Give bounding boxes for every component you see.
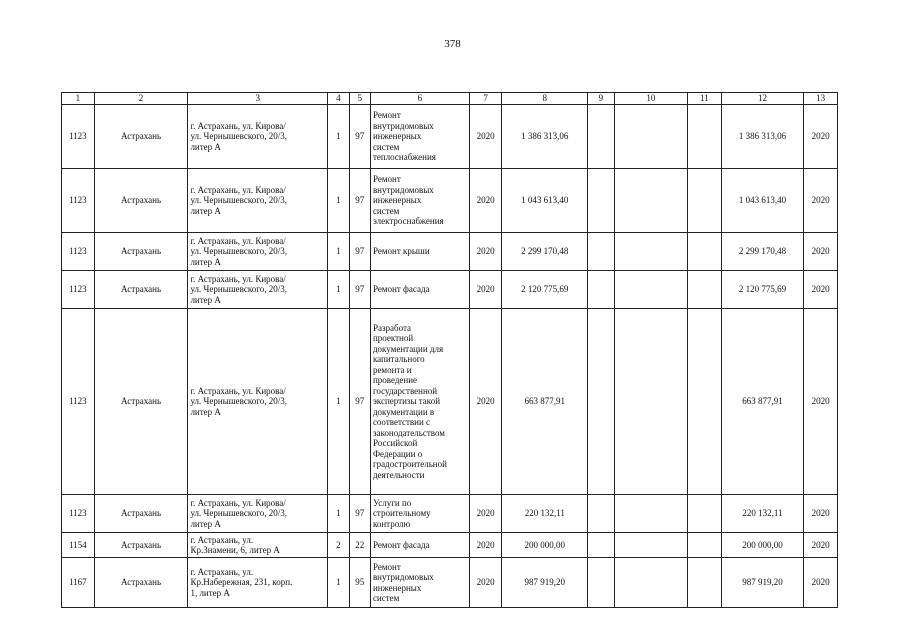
row-address-line: ул. Чернышевского, 20/3, [190, 284, 287, 295]
row-city: Астрахань [94, 558, 188, 608]
row-col4: 1 [328, 105, 349, 169]
row-col9 [588, 105, 615, 169]
row-address-line: г. Астрахань, ул. [190, 534, 254, 545]
row-work-type-line: инженерных [372, 131, 422, 142]
row-address [188, 309, 328, 495]
row-address [188, 105, 328, 169]
row-work-type [370, 309, 469, 495]
row-address-line: литер А [190, 205, 221, 216]
row-col11 [688, 169, 722, 233]
row-work-type-line: контролю [372, 518, 411, 529]
row-end-year: 2020 [804, 271, 838, 309]
row-amount: 1 043 613,40 [502, 169, 588, 233]
row-address-line: г. Астрахань, ул. Кирова/ [190, 497, 286, 508]
row-work-type-line: проектной [372, 333, 414, 344]
row-city: Астрахань [94, 271, 188, 309]
row-work-type [370, 558, 469, 608]
row-col10 [614, 169, 687, 233]
row-end-year: 2020 [804, 558, 838, 608]
row-col5: 97 [349, 309, 370, 495]
row-work-type-line: систем [372, 205, 400, 216]
table-row [62, 495, 838, 533]
row-col10 [614, 271, 687, 309]
row-col10 [614, 233, 687, 271]
row-col10 [614, 309, 687, 495]
row-city: Астрахань [94, 233, 188, 271]
row-total: 1 043 613,40 [721, 169, 804, 233]
row-address-line: г. Астрахань, ул. Кирова/ [190, 120, 286, 131]
row-address-line: литер А [190, 141, 221, 152]
row-code: 1123 [62, 271, 95, 309]
row-city: Астрахань [94, 495, 188, 533]
row-amount: 200 000,00 [502, 533, 588, 558]
row-address-line: г. Астрахань, ул. Кирова/ [190, 235, 286, 246]
row-col4: 1 [328, 233, 349, 271]
row-amount: 663 877,91 [502, 309, 588, 495]
row-year: 2020 [469, 105, 502, 169]
row-col11 [688, 533, 722, 558]
column-header: 1 [62, 93, 95, 105]
row-end-year: 2020 [804, 105, 838, 169]
row-col11 [688, 309, 722, 495]
row-col9 [588, 495, 615, 533]
row-col9 [588, 271, 615, 309]
page-number: 378 [444, 38, 461, 50]
row-work-type-line: инженерных [372, 582, 422, 593]
row-col11 [688, 105, 722, 169]
row-work-type-line: градостроительной [372, 459, 447, 470]
row-address [188, 169, 328, 233]
column-header: 2 [94, 93, 188, 105]
column-header: 13 [804, 93, 838, 105]
row-work-type-line: инженерных [372, 195, 422, 206]
row-address-line: г. Астрахань, ул. [190, 566, 254, 577]
table-row [62, 169, 838, 233]
row-work-type [370, 495, 469, 533]
row-col10 [614, 105, 687, 169]
row-address [188, 533, 328, 558]
row-work-type [370, 169, 469, 233]
row-address-line: литер А [190, 406, 221, 417]
row-address-line: ул. Чернышевского, 20/3, [190, 396, 287, 407]
row-end-year: 2020 [804, 233, 838, 271]
row-work-type-line: внутридомовых [372, 572, 434, 582]
row-work-type-line: Разработа [372, 322, 411, 333]
column-header: 9 [588, 93, 615, 105]
data-table [61, 92, 838, 608]
row-address-line: литер А [190, 294, 221, 305]
row-work-type-line: внутридомовых [372, 120, 434, 131]
row-city: Астрахань [94, 169, 188, 233]
row-amount: 220 132,11 [502, 495, 588, 533]
row-work-type-line: Ремонт [372, 110, 401, 121]
row-col5: 22 [349, 533, 370, 558]
row-col10 [614, 533, 687, 558]
row-col11 [688, 495, 722, 533]
row-address-line: г. Астрахань, ул. Кирова/ [190, 273, 286, 284]
table-row [62, 558, 838, 608]
column-header: 11 [688, 93, 722, 105]
row-col9 [588, 169, 615, 233]
row-year: 2020 [469, 533, 502, 558]
row-address-line: г. Астрахань, ул. Кирова/ [190, 385, 286, 396]
row-col9 [588, 558, 615, 608]
row-work-type [370, 233, 469, 271]
row-end-year: 2020 [804, 495, 838, 533]
row-total: 2 120 775,69 [721, 271, 804, 309]
row-city: Астрахань [94, 309, 188, 495]
row-address-line: ул. Чернышевского, 20/3, [190, 246, 287, 257]
row-address-line: Кр.Знамени, 6, литер А [190, 545, 280, 555]
row-code: 1123 [62, 105, 95, 169]
row-year: 2020 [469, 233, 502, 271]
row-col5: 97 [349, 233, 370, 271]
row-work-type-line: Услуги по [372, 497, 412, 508]
row-col10 [614, 558, 687, 608]
table-row [62, 105, 838, 169]
table-row [62, 271, 838, 309]
row-col9 [588, 233, 615, 271]
row-address [188, 233, 328, 271]
row-address [188, 271, 328, 309]
row-total: 200 000,00 [721, 533, 804, 558]
row-work-type-line: Ремонт крыши [372, 246, 430, 257]
row-code: 1123 [62, 169, 95, 233]
row-address [188, 495, 328, 533]
row-work-type-line: законодательством [372, 427, 445, 438]
row-work-type-line: электроснабжения [372, 216, 444, 227]
row-col5: 97 [349, 495, 370, 533]
row-work-type-line: Ремонт фасада [372, 539, 430, 550]
row-work-type-line: Российской [372, 438, 418, 449]
row-city: Астрахань [94, 533, 188, 558]
row-year: 2020 [469, 495, 502, 533]
row-work-type-line: деятельности [372, 469, 425, 480]
row-year: 2020 [469, 309, 502, 495]
row-total: 220 132,11 [721, 495, 804, 533]
row-address-line: ул. Чернышевского, 20/3, [190, 131, 287, 142]
row-work-type-line: теплоснабжения [372, 152, 436, 163]
row-work-type-line: внутридомовых [372, 184, 434, 195]
row-city: Астрахань [94, 105, 188, 169]
row-work-type [370, 105, 469, 169]
row-year: 2020 [469, 558, 502, 608]
row-end-year: 2020 [804, 533, 838, 558]
row-end-year: 2020 [804, 169, 838, 233]
row-amount: 2 120 775,69 [502, 271, 588, 309]
row-amount: 1 386 313,06 [502, 105, 588, 169]
column-header: 5 [349, 93, 370, 105]
column-header: 7 [469, 93, 502, 105]
row-col5: 97 [349, 105, 370, 169]
row-col4: 1 [328, 169, 349, 233]
row-col11 [688, 558, 722, 608]
row-col4: 1 [328, 495, 349, 533]
row-code: 1123 [62, 309, 95, 495]
row-work-type-line: экспертизы такой [372, 396, 441, 407]
row-work-type-line: документации в [372, 406, 435, 417]
row-work-type-line: ремонта и [372, 364, 412, 375]
row-code: 1167 [62, 558, 95, 608]
row-work-type [370, 533, 469, 558]
row-address-line: Кр.Набережная, 231, корп. [190, 577, 293, 588]
row-year: 2020 [469, 271, 502, 309]
row-work-type-line: систем [372, 593, 400, 603]
table-row [62, 233, 838, 271]
column-header: 4 [328, 93, 349, 105]
row-col5: 95 [349, 558, 370, 608]
row-address-line: г. Астрахань, ул. Кирова/ [190, 184, 286, 195]
row-address-line: литер А [190, 256, 221, 267]
row-work-type-line: документации для [372, 343, 444, 354]
column-header: 6 [370, 93, 469, 105]
table-row [62, 309, 838, 495]
row-col5: 97 [349, 271, 370, 309]
row-col4: 1 [328, 271, 349, 309]
row-address [188, 558, 328, 608]
row-work-type-line: проведение [372, 375, 418, 386]
row-work-type-line: строительному [372, 508, 431, 519]
row-col4: 2 [328, 533, 349, 558]
row-col9 [588, 533, 615, 558]
row-col4: 1 [328, 558, 349, 608]
row-col4: 1 [328, 309, 349, 495]
row-work-type-line: Ремонт фасада [372, 284, 430, 295]
row-work-type-line: Ремонт [372, 561, 401, 572]
row-work-type-line: соответствии с [372, 417, 431, 428]
row-address-line: литер А [190, 518, 221, 529]
row-end-year: 2020 [804, 309, 838, 495]
row-col11 [688, 233, 722, 271]
row-address-line: ул. Чернышевского, 20/3, [190, 195, 287, 206]
table-header-row [62, 93, 838, 105]
column-header: 12 [721, 93, 804, 105]
row-col9 [588, 309, 615, 495]
row-code: 1123 [62, 495, 95, 533]
row-code: 1154 [62, 533, 95, 558]
table-row [62, 533, 838, 558]
row-work-type-line: систем [372, 141, 400, 152]
column-header: 8 [502, 93, 588, 105]
row-total: 987 919,20 [721, 558, 804, 608]
row-amount: 987 919,20 [502, 558, 588, 608]
row-col10 [614, 495, 687, 533]
column-header: 10 [614, 93, 687, 105]
row-address-line: ул. Чернышевского, 20/3, [190, 508, 287, 519]
row-code: 1123 [62, 233, 95, 271]
row-total: 1 386 313,06 [721, 105, 804, 169]
row-work-type [370, 271, 469, 309]
row-work-type-line: государственной [372, 385, 438, 396]
row-total: 663 877,91 [721, 309, 804, 495]
row-total: 2 299 170,48 [721, 233, 804, 271]
row-year: 2020 [469, 169, 502, 233]
row-address-line: 1, литер А [190, 587, 230, 598]
row-work-type-line: Федерации о [372, 448, 423, 459]
row-col11 [688, 271, 722, 309]
row-work-type-line: Ремонт [372, 174, 401, 185]
row-col5: 97 [349, 169, 370, 233]
column-header: 3 [188, 93, 328, 105]
row-work-type-line: капитального [372, 354, 425, 365]
row-amount: 2 299 170,48 [502, 233, 588, 271]
